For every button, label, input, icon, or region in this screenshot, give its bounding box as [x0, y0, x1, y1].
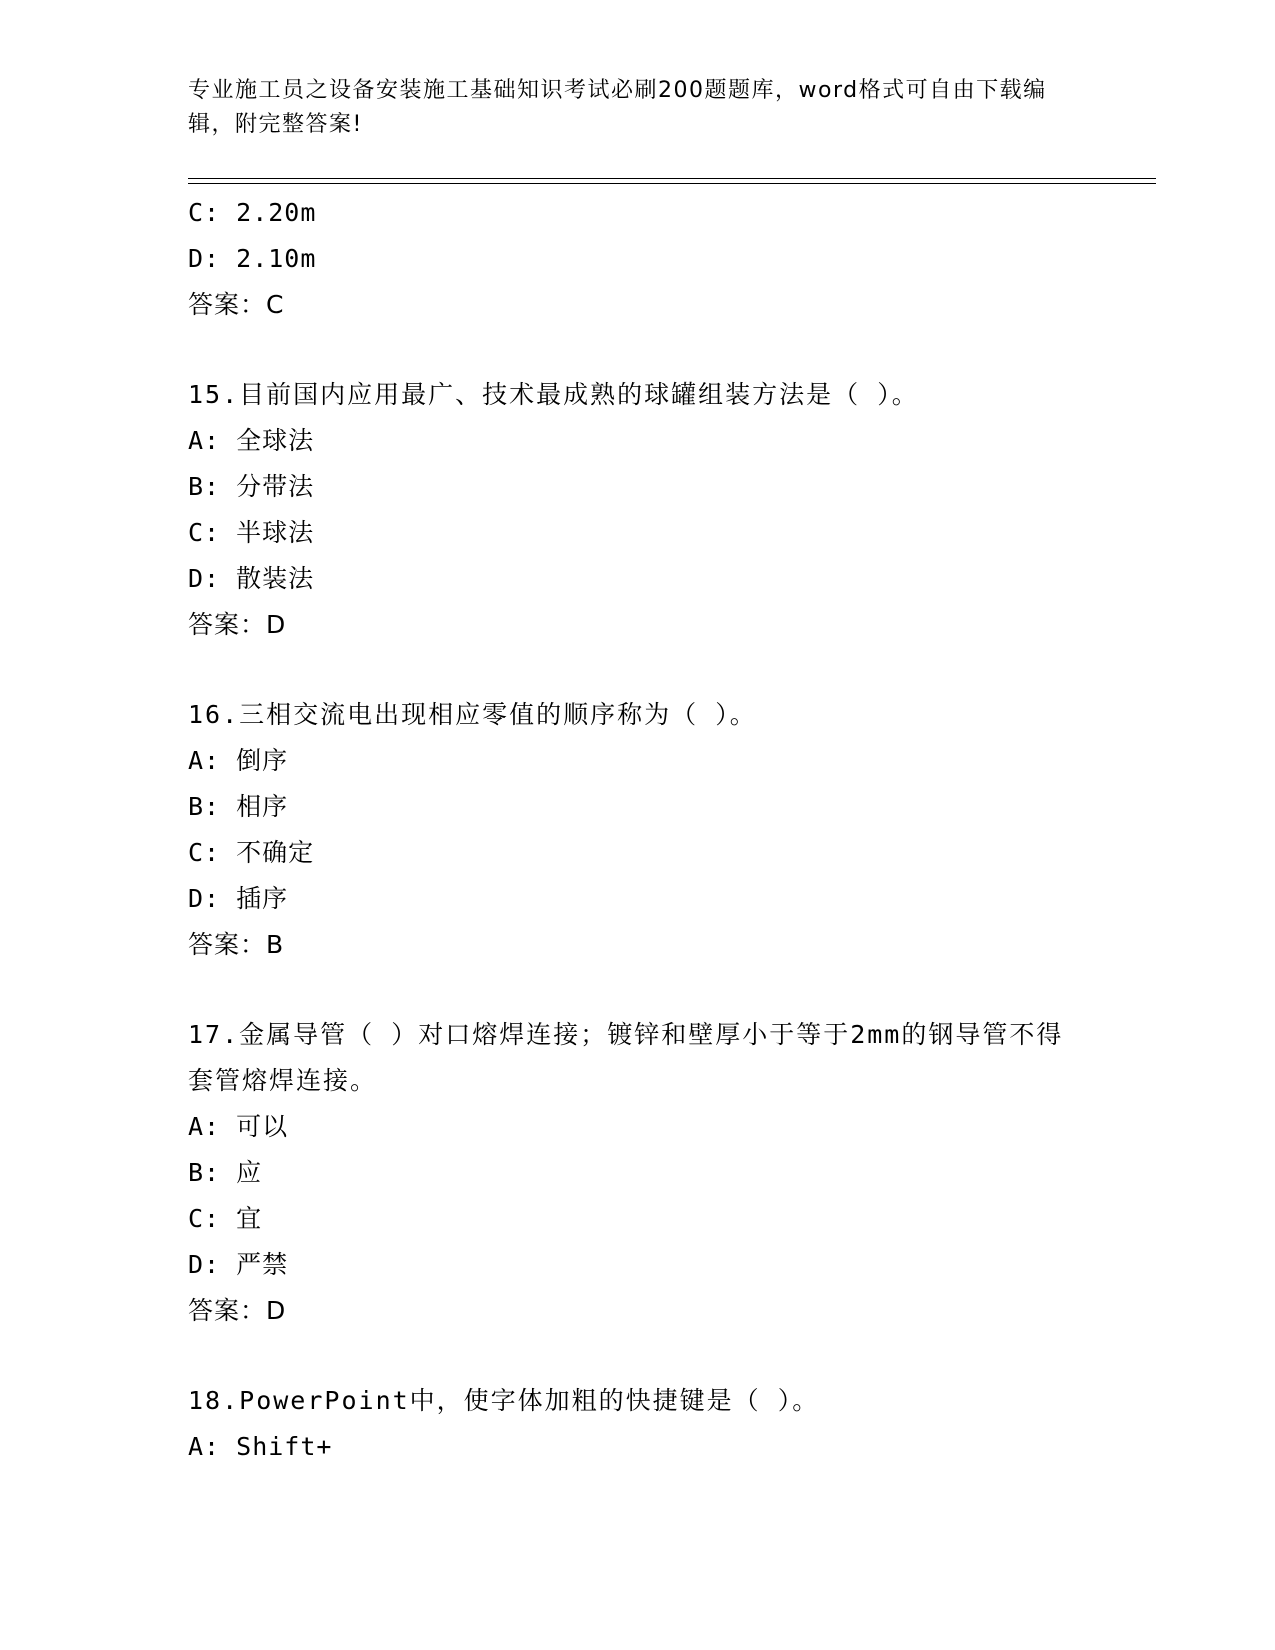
document-title: 专业施工员之设备安装施工基础知识考试必刷200题题库，word格式可自由下载编辑，附完整答案!	[188, 78, 1047, 137]
option-c: C: 不确定	[188, 838, 315, 867]
option-c: C: 2.20m	[188, 198, 317, 227]
option-a: A: 可以	[188, 1112, 289, 1141]
option-c: C: 宜	[188, 1204, 263, 1233]
question-16	[188, 692, 1088, 968]
question-17	[188, 1012, 1088, 1334]
header-divider-top	[188, 178, 1156, 179]
option-c: C: 半球法	[188, 518, 315, 547]
option-b: B: 分带法	[188, 472, 315, 501]
question-15	[188, 372, 1088, 648]
question-text: 15.目前国内应用最广、技术最成熟的球罐组装方法是（ ）。	[188, 380, 919, 409]
option-d: D: 严禁	[188, 1250, 289, 1279]
answer-line: 答案：C	[188, 290, 285, 319]
question-text: 16.三相交流电出现相应零值的顺序称为（ ）。	[188, 700, 757, 729]
option-d: D: 2.10m	[188, 244, 317, 273]
answer-line: 答案：D	[188, 1296, 287, 1325]
answer-line: 答案：B	[188, 930, 285, 959]
question-text: 17.金属导管（ ）对口熔焊连接；镀锌和壁厚小于等于2mm的钢导管不得套管熔焊连接。	[188, 1020, 1064, 1095]
question-18	[188, 1378, 1088, 1470]
option-d: D: 插序	[188, 884, 289, 913]
option-a: A: 全球法	[188, 426, 315, 455]
option-b: B: 相序	[188, 792, 289, 821]
answer-line: 答案：D	[188, 610, 287, 639]
option-b: B: 应	[188, 1158, 263, 1187]
option-d: D: 散装法	[188, 564, 315, 593]
question-list	[188, 190, 1088, 1470]
header-divider-bottom	[188, 183, 1156, 184]
option-a: A: 倒序	[188, 746, 289, 775]
question-text: 18.PowerPoint中，使字体加粗的快捷键是（ ）。	[188, 1386, 820, 1415]
partial-question	[188, 190, 1088, 328]
option-a: A: Shift+	[188, 1432, 333, 1461]
document-header	[188, 74, 1088, 142]
